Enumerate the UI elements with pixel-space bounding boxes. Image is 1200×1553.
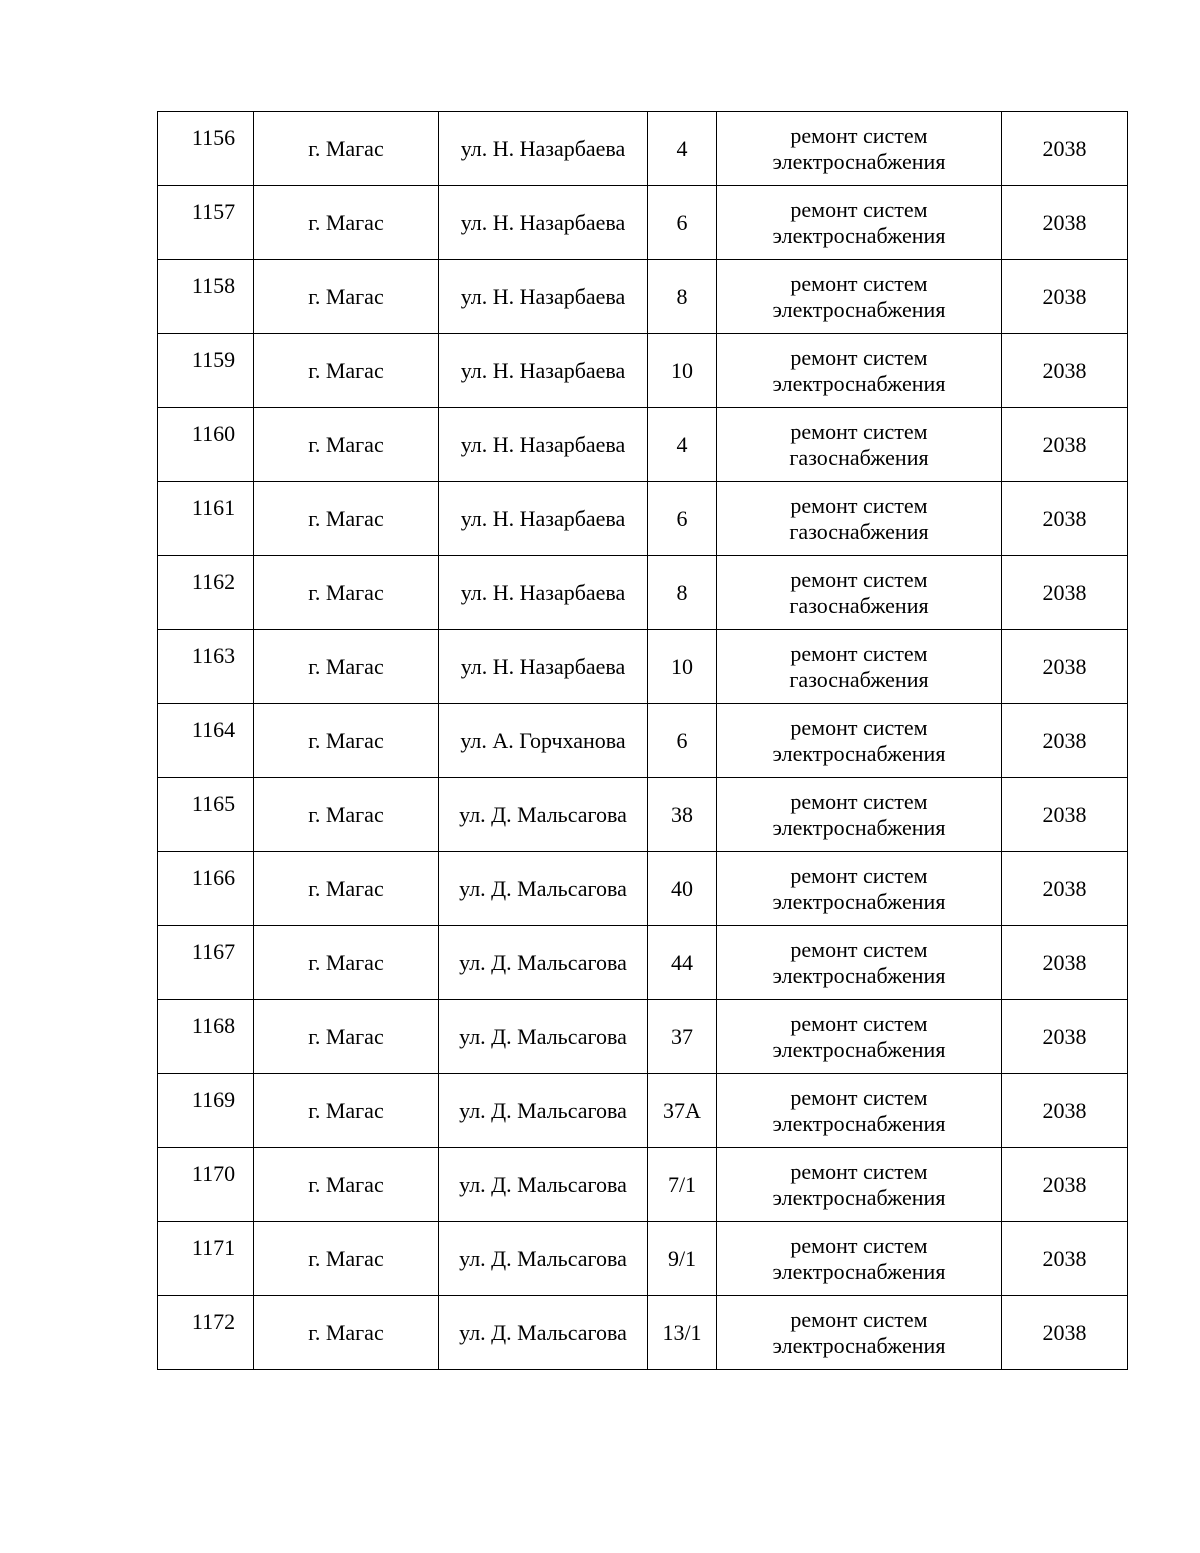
work-type-line1: ремонт систем [790, 492, 928, 518]
year-cell: 2038 [1002, 260, 1128, 334]
year-cell: 2038 [1002, 1296, 1128, 1370]
work-type-line2: газоснабжения [789, 592, 929, 618]
house-number-cell: 10 [648, 630, 717, 704]
year-cell: 2038 [1002, 704, 1128, 778]
city-cell: г. Магас [254, 1000, 439, 1074]
city-cell: г. Магас [254, 186, 439, 260]
house-number-cell: 8 [648, 260, 717, 334]
table-row [158, 852, 1128, 926]
table-row [158, 1148, 1128, 1222]
work-type-line2: электроснабжения [772, 148, 946, 174]
house-number-cell: 6 [648, 186, 717, 260]
row-number-cell: 1156 [158, 112, 254, 186]
table-row [158, 482, 1128, 556]
table-row [158, 112, 1128, 186]
year-cell: 2038 [1002, 482, 1128, 556]
year-cell: 2038 [1002, 556, 1128, 630]
work-type-line2: электроснабжения [772, 296, 946, 322]
row-number-cell: 1161 [158, 482, 254, 556]
house-number-cell: 9/1 [648, 1222, 717, 1296]
house-number-cell: 6 [648, 704, 717, 778]
year-cell: 2038 [1002, 1222, 1128, 1296]
city-cell: г. Магас [254, 704, 439, 778]
year-cell: 2038 [1002, 408, 1128, 482]
city-cell: г. Магас [254, 778, 439, 852]
year-cell: 2038 [1002, 778, 1128, 852]
work-type-line2: электроснабжения [772, 888, 946, 914]
row-number-cell: 1157 [158, 186, 254, 260]
street-cell: ул. Н. Назарбаева [439, 186, 648, 260]
work-type-line1: ремонт систем [790, 862, 928, 888]
table-row [158, 704, 1128, 778]
work-type-line1: ремонт систем [790, 1232, 928, 1258]
year-cell: 2038 [1002, 186, 1128, 260]
street-cell: ул. Н. Назарбаева [439, 260, 648, 334]
house-number-cell: 13/1 [648, 1296, 717, 1370]
year-cell: 2038 [1002, 1000, 1128, 1074]
table-row [158, 334, 1128, 408]
city-cell: г. Магас [254, 926, 439, 1000]
city-cell: г. Магас [254, 1074, 439, 1148]
work-type-line1: ремонт систем [790, 270, 928, 296]
city-cell: г. Магас [254, 482, 439, 556]
street-cell: ул. Д. Мальсагова [439, 1148, 648, 1222]
work-type-line1: ремонт систем [790, 1158, 928, 1184]
work-type-cell [717, 1000, 1002, 1074]
work-type-line1: ремонт систем [790, 566, 928, 592]
work-type-line2: электроснабжения [772, 1184, 946, 1210]
house-number-cell: 4 [648, 112, 717, 186]
work-type-cell [717, 852, 1002, 926]
work-type-line1: ремонт систем [790, 936, 928, 962]
work-type-line2: газоснабжения [789, 518, 929, 544]
year-cell: 2038 [1002, 112, 1128, 186]
row-number-cell: 1159 [158, 334, 254, 408]
street-cell: ул. Д. Мальсагова [439, 852, 648, 926]
work-type-cell [717, 1074, 1002, 1148]
work-type-cell [717, 1296, 1002, 1370]
row-number-cell: 1167 [158, 926, 254, 1000]
street-cell: ул. Д. Мальсагова [439, 778, 648, 852]
city-cell: г. Магас [254, 112, 439, 186]
city-cell: г. Магас [254, 1148, 439, 1222]
work-type-line2: газоснабжения [789, 444, 929, 470]
work-type-line1: ремонт систем [790, 1084, 928, 1110]
work-type-cell [717, 186, 1002, 260]
work-type-line1: ремонт систем [790, 640, 928, 666]
city-cell: г. Магас [254, 334, 439, 408]
year-cell: 2038 [1002, 1074, 1128, 1148]
city-cell: г. Магас [254, 408, 439, 482]
street-cell: ул. Д. Мальсагова [439, 926, 648, 1000]
work-type-cell [717, 1148, 1002, 1222]
row-number-cell: 1172 [158, 1296, 254, 1370]
work-type-line1: ремонт систем [790, 1010, 928, 1036]
table-row [158, 260, 1128, 334]
work-type-line2: электроснабжения [772, 1036, 946, 1062]
work-type-line2: электроснабжения [772, 1258, 946, 1284]
city-cell: г. Магас [254, 1222, 439, 1296]
table-row [158, 1074, 1128, 1148]
house-number-cell: 37А [648, 1074, 717, 1148]
table-row [158, 1222, 1128, 1296]
year-cell: 2038 [1002, 630, 1128, 704]
row-number-cell: 1165 [158, 778, 254, 852]
street-cell: ул. Д. Мальсагова [439, 1000, 648, 1074]
work-type-line1: ремонт систем [790, 714, 928, 740]
work-type-line2: электроснабжения [772, 814, 946, 840]
row-number-cell: 1163 [158, 630, 254, 704]
table-row [158, 556, 1128, 630]
work-type-line2: газоснабжения [789, 666, 929, 692]
street-cell: ул. Н. Назарбаева [439, 556, 648, 630]
city-cell: г. Магас [254, 852, 439, 926]
table-row [158, 630, 1128, 704]
row-number-cell: 1160 [158, 408, 254, 482]
street-cell: ул. Н. Назарбаева [439, 408, 648, 482]
table-row [158, 408, 1128, 482]
street-cell: ул. Н. Назарбаева [439, 112, 648, 186]
row-number-cell: 1171 [158, 1222, 254, 1296]
work-type-line1: ремонт систем [790, 122, 928, 148]
work-type-line1: ремонт систем [790, 196, 928, 222]
work-type-line2: электроснабжения [772, 962, 946, 988]
year-cell: 2038 [1002, 1148, 1128, 1222]
work-type-line1: ремонт систем [790, 1306, 928, 1332]
street-cell: ул. А. Горчханова [439, 704, 648, 778]
row-number-cell: 1166 [158, 852, 254, 926]
work-type-line2: электроснабжения [772, 1332, 946, 1358]
table-row [158, 926, 1128, 1000]
table-body [158, 112, 1128, 1370]
work-type-cell [717, 926, 1002, 1000]
house-number-cell: 4 [648, 408, 717, 482]
work-type-cell [717, 778, 1002, 852]
house-number-cell: 44 [648, 926, 717, 1000]
work-type-cell [717, 112, 1002, 186]
house-number-cell: 37 [648, 1000, 717, 1074]
repair-schedule-table [157, 111, 1128, 1370]
year-cell: 2038 [1002, 852, 1128, 926]
work-type-line1: ремонт систем [790, 418, 928, 444]
row-number-cell: 1164 [158, 704, 254, 778]
work-type-cell [717, 1222, 1002, 1296]
row-number-cell: 1168 [158, 1000, 254, 1074]
work-type-line1: ремонт систем [790, 788, 928, 814]
house-number-cell: 40 [648, 852, 717, 926]
work-type-cell [717, 482, 1002, 556]
table-row [158, 778, 1128, 852]
work-type-cell [717, 630, 1002, 704]
work-type-line2: электроснабжения [772, 740, 946, 766]
city-cell: г. Магас [254, 630, 439, 704]
house-number-cell: 7/1 [648, 1148, 717, 1222]
table-row [158, 186, 1128, 260]
row-number-cell: 1170 [158, 1148, 254, 1222]
work-type-cell [717, 260, 1002, 334]
city-cell: г. Магас [254, 1296, 439, 1370]
row-number-cell: 1169 [158, 1074, 254, 1148]
table-row [158, 1000, 1128, 1074]
house-number-cell: 8 [648, 556, 717, 630]
house-number-cell: 6 [648, 482, 717, 556]
house-number-cell: 10 [648, 334, 717, 408]
work-type-line2: электроснабжения [772, 1110, 946, 1136]
street-cell: ул. Д. Мальсагова [439, 1222, 648, 1296]
street-cell: ул. Д. Мальсагова [439, 1296, 648, 1370]
street-cell: ул. Н. Назарбаева [439, 334, 648, 408]
work-type-cell [717, 704, 1002, 778]
row-number-cell: 1162 [158, 556, 254, 630]
city-cell: г. Магас [254, 556, 439, 630]
street-cell: ул. Н. Назарбаева [439, 630, 648, 704]
work-type-line1: ремонт систем [790, 344, 928, 370]
work-type-cell [717, 334, 1002, 408]
row-number-cell: 1158 [158, 260, 254, 334]
work-type-cell [717, 408, 1002, 482]
year-cell: 2038 [1002, 926, 1128, 1000]
work-type-line2: электроснабжения [772, 370, 946, 396]
street-cell: ул. Н. Назарбаева [439, 482, 648, 556]
year-cell: 2038 [1002, 334, 1128, 408]
work-type-line2: электроснабжения [772, 222, 946, 248]
table-row [158, 1296, 1128, 1370]
street-cell: ул. Д. Мальсагова [439, 1074, 648, 1148]
work-type-cell [717, 556, 1002, 630]
house-number-cell: 38 [648, 778, 717, 852]
city-cell: г. Магас [254, 260, 439, 334]
